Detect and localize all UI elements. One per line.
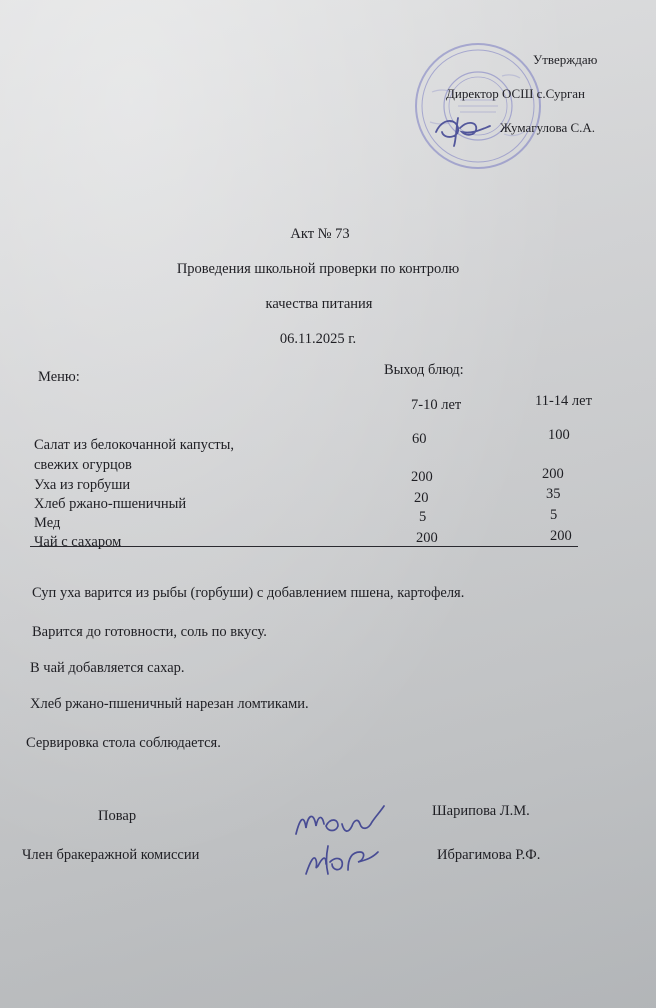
act-date: 06.11.2025 г. — [279, 331, 357, 347]
menu-item-name: Чай с сахаром — [34, 534, 122, 550]
menu-item-value-11-14: 5 — [550, 507, 558, 523]
cook-name: Шарипова Л.М. — [432, 803, 530, 819]
commission-signature — [300, 840, 382, 882]
note-line: В чай добавляется сахар. — [30, 660, 185, 676]
column-7-10: 7-10 лет — [411, 397, 462, 413]
commission-role: Член бракеражной комиссии — [22, 847, 200, 863]
act-subtitle-2: качества питания — [265, 296, 373, 312]
menu-item-name: свежих огурцов — [34, 457, 132, 473]
note-line: Суп уха варится из рыбы (горбуши) с добавлением пшена, картофеля. — [32, 585, 465, 601]
commission-name: Ибрагимова Р.Ф. — [437, 847, 541, 863]
menu-item-name: Мед — [34, 515, 61, 531]
approval-line-2: Директор ОСШ с.Сурган — [446, 86, 586, 101]
menu-item-value-11-14: 100 — [548, 427, 570, 443]
menu-item-value-11-14: 200 — [550, 528, 572, 544]
note-line: Хлеб ржано-пшеничный нарезан ломтиками. — [30, 696, 309, 712]
menu-item-value-11-14: 200 — [542, 466, 564, 482]
menu-item-value-7-10: 20 — [414, 490, 429, 506]
table-underline — [30, 546, 578, 547]
act-title: Акт № 73 — [290, 226, 350, 242]
menu-item-value-11-14: 35 — [546, 486, 561, 502]
menu-label: Меню: — [38, 369, 80, 385]
school-seal-stamp — [412, 40, 544, 172]
approval-line-3: Жумагулова С.А. — [500, 120, 596, 135]
menu-item-name: Салат из белокочанной капусты, — [34, 437, 234, 453]
output-label: Выход блюд: — [384, 362, 464, 378]
menu-item-value-7-10: 200 — [416, 530, 438, 546]
menu-item-name: Уха из горбуши — [34, 477, 131, 493]
menu-item-value-7-10: 200 — [411, 469, 433, 485]
menu-item-value-7-10: 5 — [419, 509, 427, 525]
cook-signature — [292, 804, 388, 842]
cook-role: Повар — [98, 808, 137, 824]
menu-item-value-7-10: 60 — [412, 431, 427, 447]
column-11-14: 11-14 лет — [535, 393, 592, 409]
note-line: Варится до готовности, соль по вкусу. — [32, 624, 267, 640]
act-subtitle-1: Проведения школьной проверки по контролю — [176, 261, 460, 277]
note-line: Сервировка стола соблюдается. — [26, 735, 221, 751]
menu-item-name: Хлеб ржано-пшеничный — [34, 496, 187, 512]
director-signature — [430, 108, 500, 148]
approval-line-1: Утверждаю — [533, 52, 598, 67]
